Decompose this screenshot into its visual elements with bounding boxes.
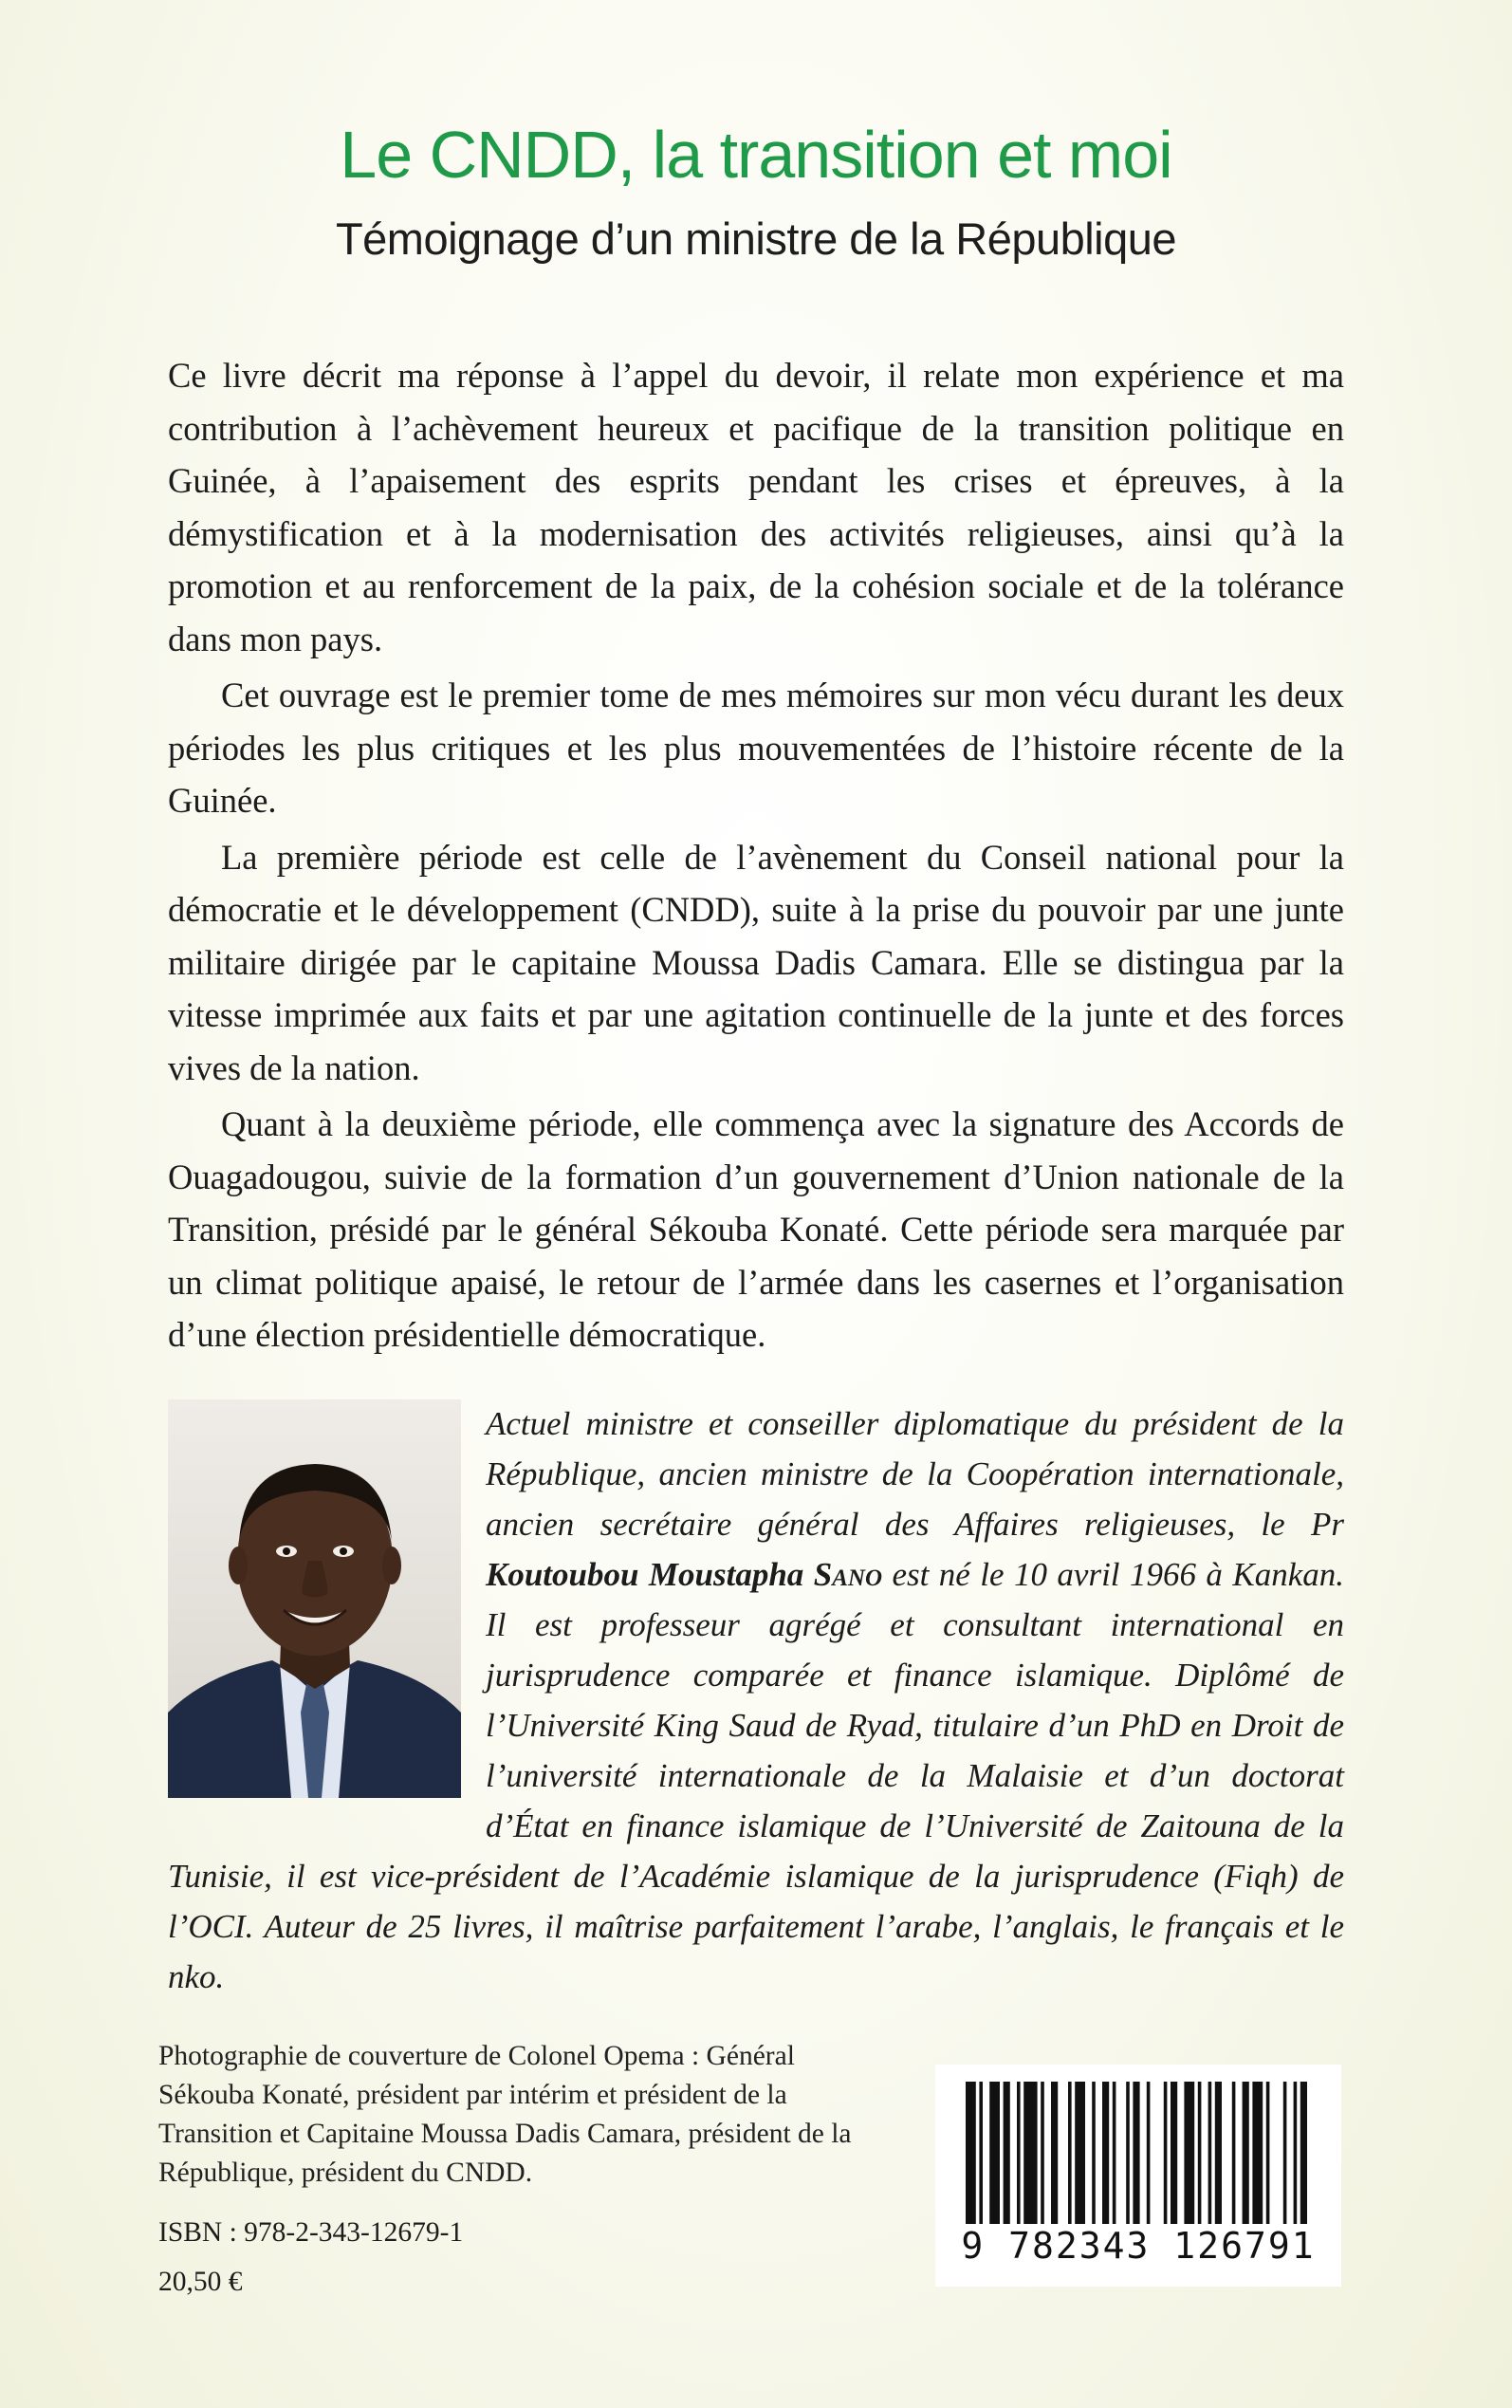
portrait-spacer (168, 1398, 486, 1802)
barcode-bar (1232, 2082, 1236, 2224)
barcode-bar (1171, 2082, 1177, 2224)
barcode-bar (979, 2082, 983, 2224)
barcode-bar (1075, 2082, 1085, 2224)
photo-credit: Photographie de couverture de Colonel Opema : Général Sékouba Konaté, président par intérim et président de la Transition et Capitaine Moussa Dadis Camara, président de la République, président du CNDD. (158, 2041, 852, 2188)
summary-paragraph-1: Ce livre décrit ma réponse à l’appel du devoir, il relate mon expérience et ma contribution à l’achèvement heureux et pacifique de la transition politique en Guinée, à l’apaisement des esprits pendant les crises et épreuves, à la démystification et à la modernisation des activités religieuses, ainsi qu’à la promotion et au renforcement de la paix, de la cohésion sociale et de la tolérance dans mon pays. (168, 356, 1344, 658)
barcode-bar (1068, 2082, 1072, 2224)
barcode-bar (1208, 2082, 1212, 2224)
barcode-number: 9 782343 126791 (961, 2225, 1316, 2267)
barcode-bar (989, 2082, 1000, 2224)
barcode-bar (1215, 2082, 1222, 2224)
barcode-bar (966, 2082, 976, 2224)
barcode-bar (1126, 2082, 1130, 2224)
barcode-bar (1092, 2082, 1096, 2224)
barcode-bar (1017, 2082, 1021, 2224)
barcode-bar (1243, 2082, 1249, 2224)
book-subtitle: Témoignage d’un ministre de la République (335, 213, 1177, 264)
barcode-bar (1184, 2082, 1194, 2224)
barcode-bar (1198, 2082, 1202, 2224)
barcode-bar (1041, 2082, 1044, 2224)
bio-intro: Actuel ministre et conseiller diplomatique du président de la République, ancien ministre de la Coopération internationale, ancien secrétaire général des Affaires religieuses, le Pr (486, 1405, 1344, 1543)
barcode-bar (1252, 2082, 1263, 2224)
barcode-bar (1023, 2082, 1037, 2224)
barcode-bar (1051, 2082, 1058, 2224)
barcode-bar (1283, 2082, 1287, 2224)
barcode-bar (1004, 2082, 1010, 2224)
barcode-bar (1300, 2082, 1307, 2224)
barcode-bar (1164, 2082, 1168, 2224)
barcode-bar (1294, 2082, 1298, 2224)
book-title: Le CNDD, la transition et moi (340, 118, 1172, 192)
summary-paragraph-2: Cet ouvrage est le premier tome de mes mémoires sur mon vécu durant les deux périodes les plus critiques et les plus mouvementées de l’histoire récente de la Guinée. (168, 676, 1344, 820)
barcode-bar (1133, 2082, 1139, 2224)
price: 20,50 € (158, 2267, 243, 2297)
barcode-bar (1266, 2082, 1270, 2224)
barcode-bar (1147, 2082, 1151, 2224)
barcode-bar (1113, 2082, 1116, 2224)
bio-details: est né le 10 avril 1966 à Kankan. Il est professeur agrégé et consultant international en jurisprudence comparée et finance islamique. Diplômé de l’Université King Saud de Ryad, titulaire d’un PhD en Droit de l’université internationale de la Malaisie et d’un doctorat d’État en finance islamique de l’Université de Zaitouna de la Tunisie, il est vice-président de l’Académie islamique de la jurisprudence (Fiqh) de l’OCI. Auteur de 25 livres, il maîtrise parfaitement l’arabe, l’anglais, le français et le nko. (168, 1556, 1344, 1995)
author-first-names: Koutoubou Moustapha (486, 1556, 814, 1593)
barcode-bar (1102, 2082, 1109, 2224)
isbn: ISBN : 978-2-343-12679-1 (158, 2217, 464, 2248)
author-biography (168, 1398, 1344, 2002)
summary-paragraph-4: Quant à la deuxième période, elle commença avec la signature des Accords de Ouagadougou, suivie de la formation d’un gouvernement d’Union nationale de la Transition, présidé par le général Sékouba Konaté. Cette période sera marquée par un climat politique apaisé, le retour de l’armée dans les casernes et l’organisation d’une élection présidentielle démocratique. (168, 1104, 1344, 1354)
author-last-name: Sano (813, 1556, 883, 1593)
back-cover-summary (168, 349, 1344, 1365)
summary-paragraph-3: La première période est celle de l’avènement du Conseil national pour la démocratie et le développement (CNDD), suite à la prise du pouvoir par une junte militaire dirigée par le capitaine Moussa Dadis Camara. Elle se distingua par la vitesse imprimée aux faits et par une agitation continuelle de la junte et des forces vives de la nation. (168, 837, 1344, 1087)
barcode (935, 2065, 1341, 2287)
